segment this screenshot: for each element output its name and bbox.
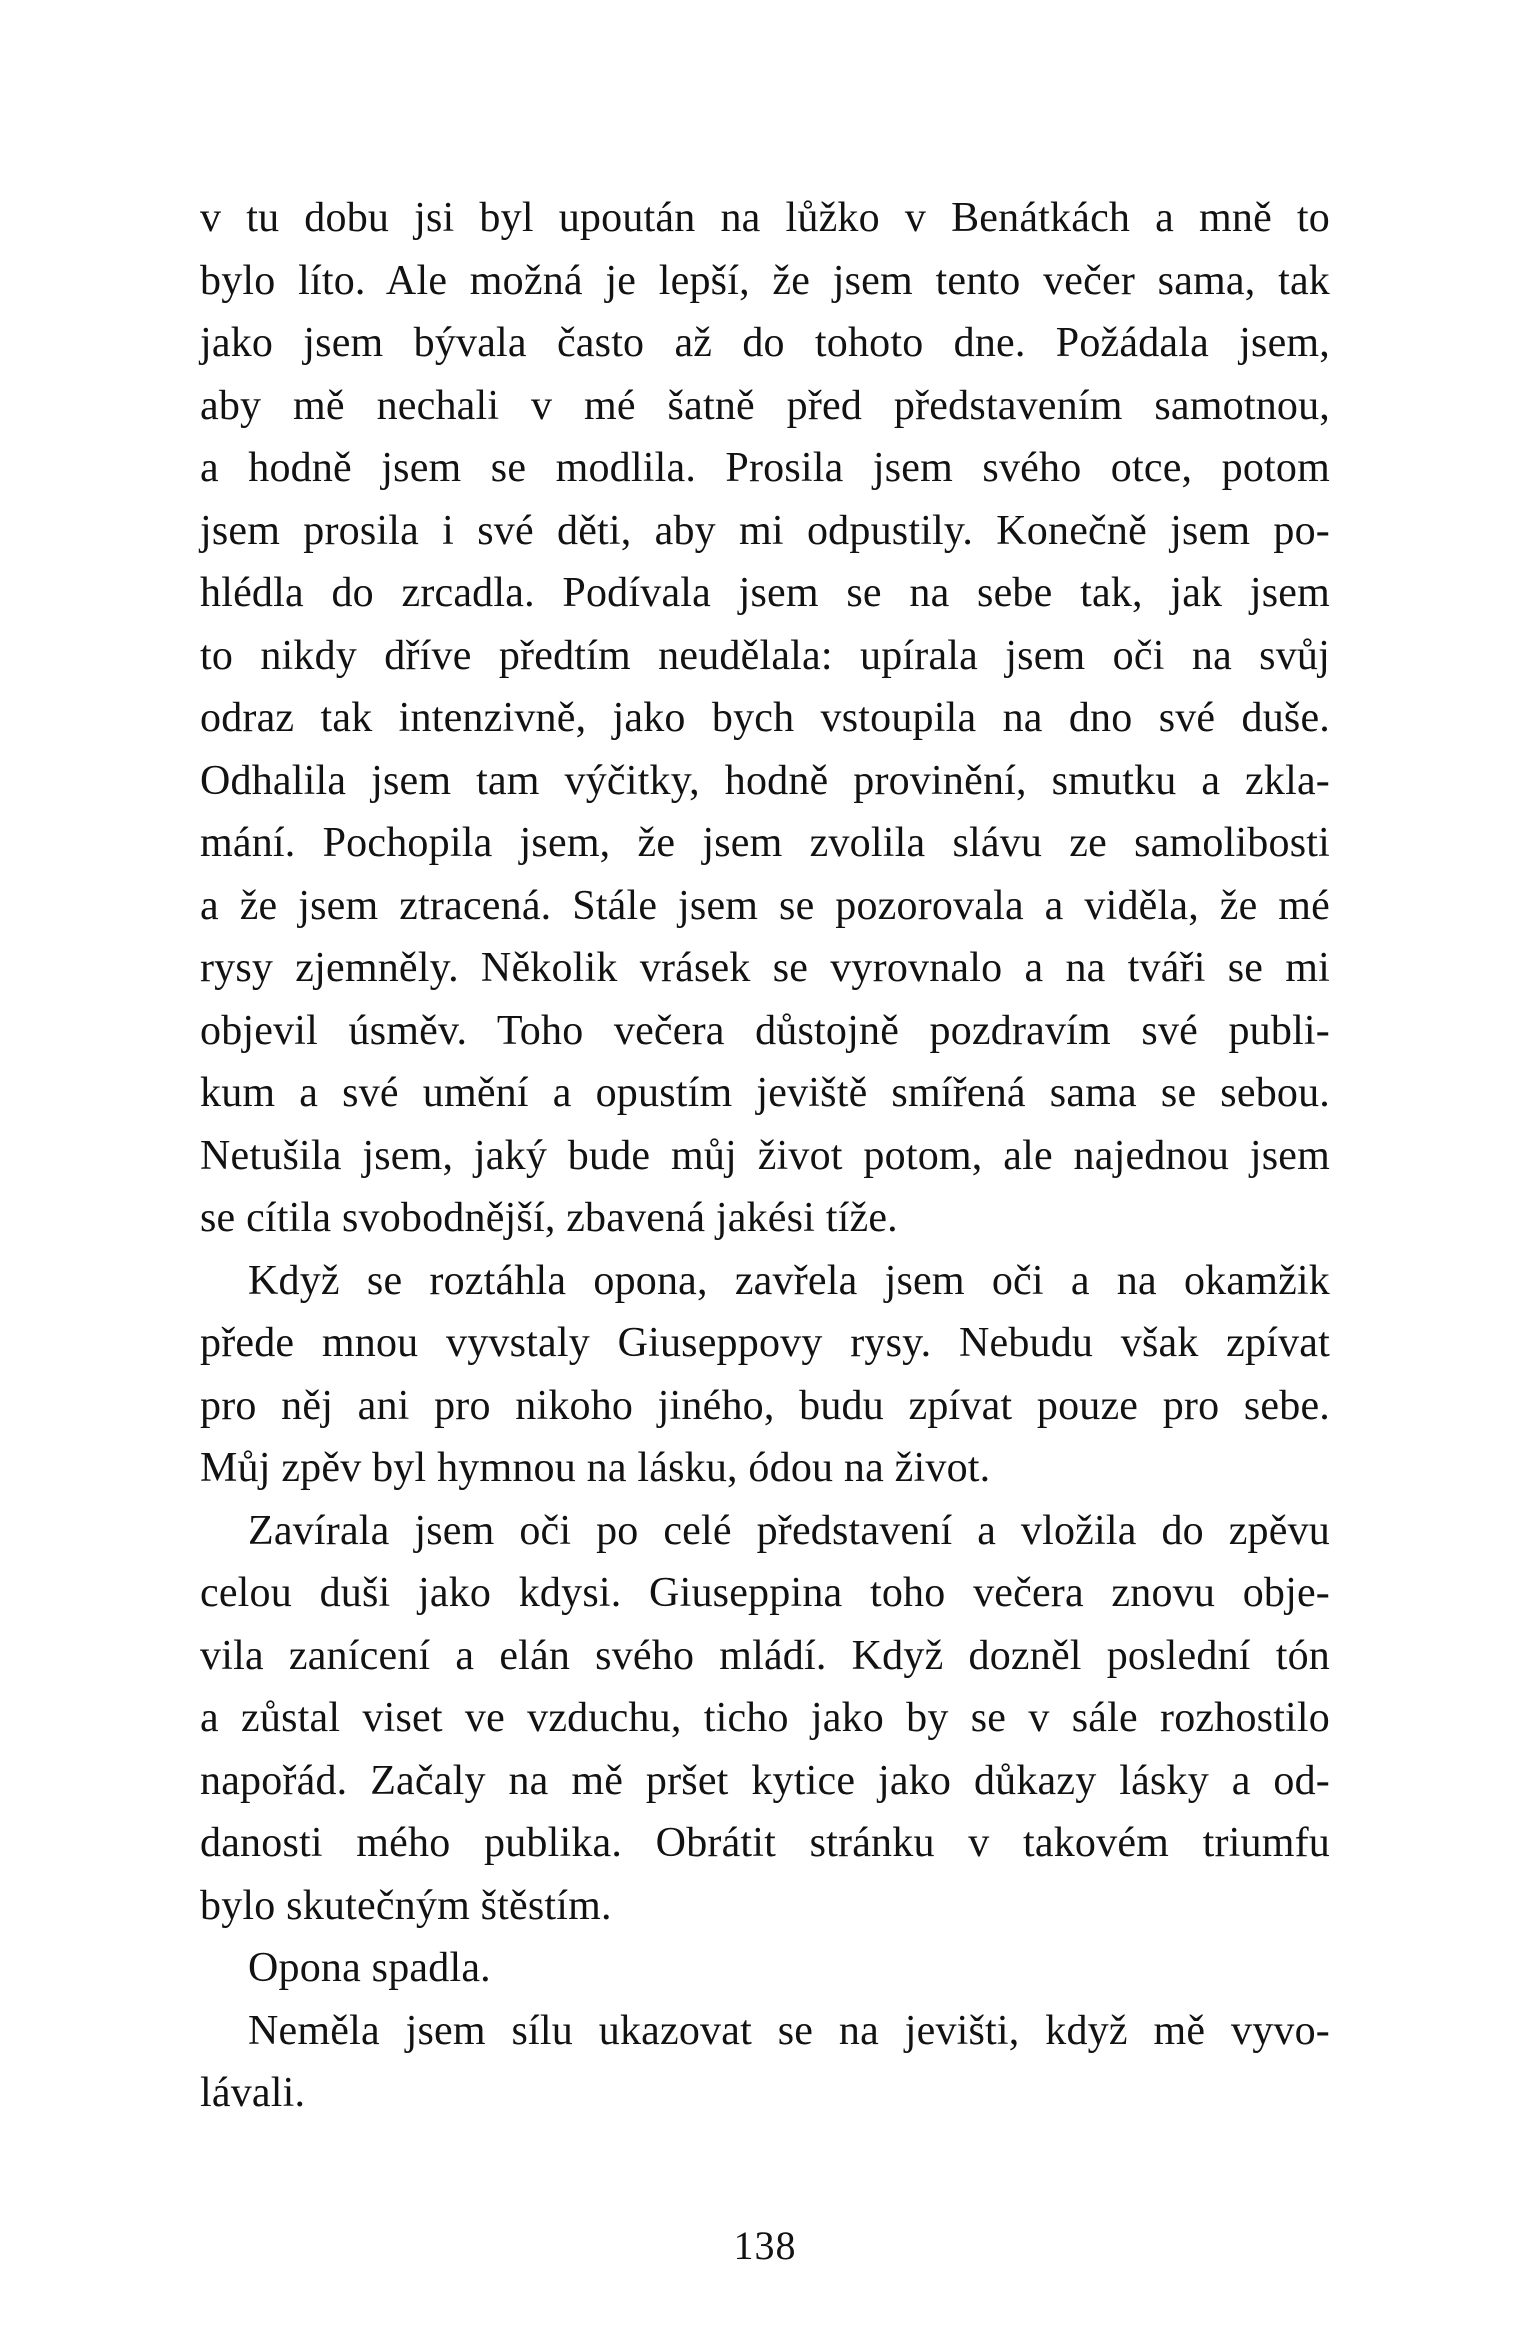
- text-line: Neměla jsem sílu ukazovat se na jevišti, když mě vyvo-: [248, 2007, 1330, 2054]
- text-line: Když se roztáhla opona, zavřela jsem oči a na okamžik: [248, 1257, 1330, 1304]
- page-number: 138: [733, 2223, 797, 2268]
- text-line: aby mě nechali v mé šatně před představením samotnou,: [200, 382, 1330, 429]
- text-line: bylo líto. Ale možná je lepší, že jsem tento večer sama, tak: [200, 257, 1330, 304]
- text-line: danosti mého publika. Obrátit stránku v takovém triumfu: [200, 1820, 1330, 1866]
- text-line: Zavírala jsem oči po celé představení a vložila do zpěvu: [248, 1507, 1330, 1554]
- text-line: pro něj ani pro nikoho jiného, budu zpívat pouze pro sebe.: [200, 1382, 1330, 1429]
- text-line: jako jsem bývala často až do tohoto dne. Požádala jsem,: [200, 320, 1330, 366]
- text-line: odraz tak intenzivně, jako bych vstoupila na dno své duše.: [200, 695, 1330, 741]
- text-line: objevil úsměv. Toho večera důstojně pozdravím své publi-: [200, 1007, 1330, 1054]
- text-line: v tu dobu jsi byl upoután na lůžko v Benátkách a mně to: [200, 195, 1330, 241]
- text-line: Netušila jsem, jaký bude můj život potom, ale najednou jsem: [200, 1132, 1330, 1179]
- text-line: a zůstal viset ve vzduchu, ticho jako by se v sále rozhostilo: [200, 1695, 1330, 1741]
- text-line: celou duši jako kdysi. Giuseppina toho večera znovu obje-: [200, 1570, 1330, 1616]
- text-line: to nikdy dříve předtím neudělala: upírala jsem oči na svůj: [200, 632, 1330, 679]
- text-line: napořád. Začaly na mě pršet kytice jako důkazy lásky a od-: [200, 1757, 1330, 1804]
- text-line: kum a své umění a opustím jeviště smířená sama se sebou.: [200, 1070, 1330, 1116]
- text-line: přede mnou vyvstaly Giuseppovy rysy. Nebudu však zpívat: [200, 1320, 1330, 1366]
- text-line: jsem prosila i své děti, aby mi odpustily. Konečně jsem po-: [200, 507, 1330, 554]
- text-block: [200, 187, 1330, 2125]
- text-line: bylo skutečným štěstím.: [200, 1882, 612, 1929]
- text-line: a hodně jsem se modlila. Prosila jsem svého otce, potom: [200, 445, 1330, 491]
- text-line: rysy zjemněly. Několik vrásek se vyrovnalo a na tváři se mi: [200, 945, 1330, 991]
- text-line: se cítila svobodnější, zbavená jakési tíže.: [200, 1195, 898, 1241]
- text-line: vila zanícení a elán svého mládí. Když dozněl poslední tón: [200, 1632, 1330, 1679]
- text-line: hlédla do zrcadla. Podívala jsem se na sebe tak, jak jsem: [200, 570, 1330, 616]
- text-line: Odhalila jsem tam výčitky, hodně provinění, smutku a zkla-: [200, 757, 1330, 804]
- text-line: mání. Pochopila jsem, že jsem zvolila slávu ze samolibosti: [200, 820, 1330, 866]
- text-line: Opona spadla.: [248, 1945, 491, 1991]
- text-line: a že jsem ztracená. Stále jsem se pozorovala a viděla, že mé: [200, 882, 1330, 929]
- text-line: Můj zpěv byl hymnou na lásku, ódou na život.: [200, 1445, 991, 1491]
- text-line: lávali.: [200, 2070, 306, 2116]
